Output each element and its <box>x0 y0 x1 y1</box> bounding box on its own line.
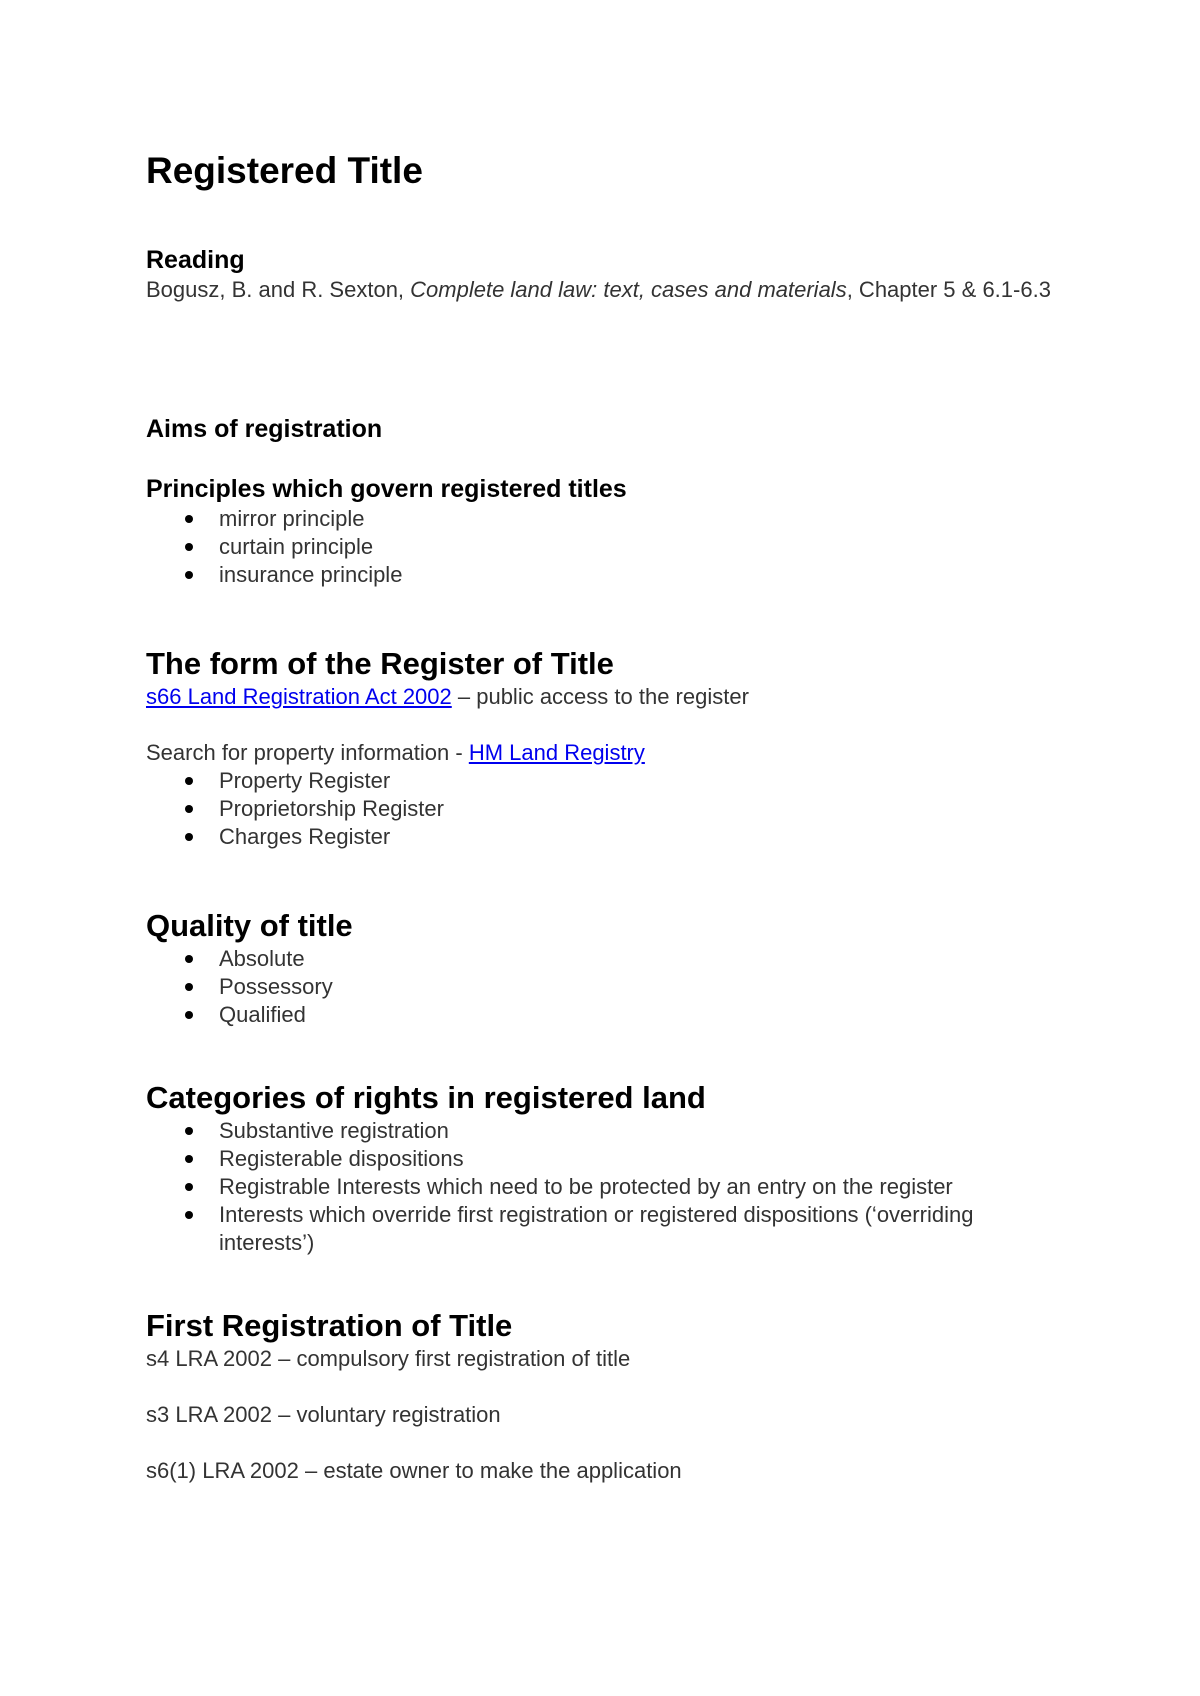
aims-section <box>146 413 1066 445</box>
bullet-icon <box>185 777 193 785</box>
list-item-text: Proprietorship Register <box>219 796 444 821</box>
list-item <box>146 505 1066 533</box>
quality-section <box>146 907 1066 1029</box>
list-item-text: Substantive registration <box>219 1118 449 1143</box>
bullet-icon <box>185 1183 193 1191</box>
s4-line: s4 LRA 2002 – compulsory first registration of title <box>146 1346 631 1371</box>
list-item-text: Registrable Interests which need to be protected by an entry on the register <box>219 1174 953 1199</box>
bullet-icon <box>185 833 193 841</box>
principles-list <box>146 505 1066 589</box>
s66-line <box>146 683 1066 711</box>
document-title: Registered Title <box>146 150 423 191</box>
register-form-heading: The form of the Register of Title <box>146 646 614 681</box>
list-item-text: Property Register <box>219 768 391 793</box>
list-item <box>146 1145 1066 1173</box>
list-item-text: mirror principle <box>219 506 365 531</box>
s66-description: – public access to the register <box>451 684 749 709</box>
reading-section <box>146 244 1066 304</box>
list-item <box>146 533 1066 561</box>
bullet-icon <box>185 1155 193 1163</box>
bullet-icon <box>185 571 193 579</box>
list-item-text: curtain principle <box>219 534 374 559</box>
list-item-text: insurance principle <box>219 562 403 587</box>
s66-link[interactable]: s66 Land Registration Act 2002 <box>146 684 452 709</box>
bullet-icon <box>185 983 193 991</box>
s3-line: s3 LRA 2002 – voluntary registration <box>146 1402 501 1427</box>
bullet-icon <box>185 543 193 551</box>
s6-line: s6(1) LRA 2002 – estate owner to make the application <box>146 1458 682 1483</box>
list-item-text: Possessory <box>219 974 333 999</box>
bullet-icon <box>185 1011 193 1019</box>
reading-citation <box>146 276 1066 304</box>
bullet-icon <box>185 955 193 963</box>
list-item <box>146 945 1066 973</box>
principles-section <box>146 473 1066 589</box>
list-item <box>146 561 1066 589</box>
citation-authors: Bogusz, B. and R. Sexton, <box>146 277 411 302</box>
list-item <box>146 1173 1066 1201</box>
list-item-text: Registerable dispositions <box>219 1146 464 1171</box>
principles-heading: Principles which govern registered titles <box>146 475 627 503</box>
quality-list <box>146 945 1066 1029</box>
list-item <box>146 795 1066 823</box>
citation-chapters: , Chapter 5 & 6.1-6.3 <box>846 277 1051 302</box>
search-line <box>146 739 1066 767</box>
search-description: Search for property information - <box>146 740 469 765</box>
categories-list <box>146 1117 1066 1257</box>
list-item <box>146 767 1066 795</box>
register-parts-list <box>146 767 1066 851</box>
citation-book-title: Complete land law: text, cases and materials <box>410 277 847 302</box>
list-item <box>146 1201 1066 1257</box>
bullet-icon <box>185 1127 193 1135</box>
list-item <box>146 1001 1066 1029</box>
categories-heading: Categories of rights in registered land <box>146 1080 706 1115</box>
list-item-text: Qualified <box>219 1002 306 1027</box>
list-item <box>146 1117 1066 1145</box>
hm-land-registry-link[interactable]: HM Land Registry <box>468 740 645 765</box>
list-item <box>146 823 1066 851</box>
categories-section <box>146 1079 1066 1257</box>
first-registration-section <box>146 1307 1066 1485</box>
bullet-icon <box>185 515 193 523</box>
list-item-text: Interests which override first registration or registered dispositions (‘overriding interests’) <box>219 1202 974 1255</box>
first-registration-heading: First Registration of Title <box>146 1308 513 1343</box>
aims-heading: Aims of registration <box>146 415 383 443</box>
reading-heading: Reading <box>146 246 245 274</box>
bullet-icon <box>185 805 193 813</box>
register-form-section <box>146 645 1066 851</box>
list-item <box>146 973 1066 1001</box>
list-item-text: Absolute <box>219 946 305 971</box>
quality-heading: Quality of title <box>146 908 353 943</box>
list-item-text: Charges Register <box>219 824 391 849</box>
bullet-icon <box>185 1211 193 1219</box>
